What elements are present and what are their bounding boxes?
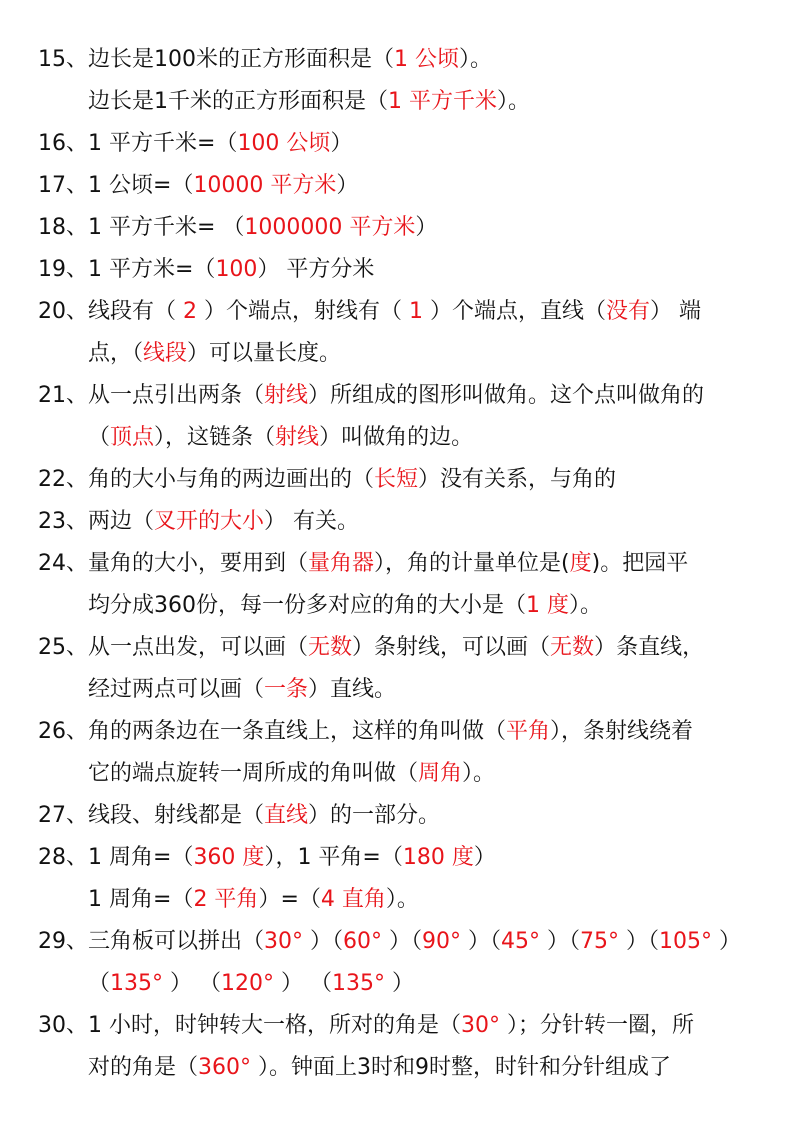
document-line	[38, 589, 768, 623]
document-line	[38, 127, 768, 161]
document-line	[38, 463, 768, 497]
item-number: 17、	[38, 173, 88, 198]
answer-text: 135°	[332, 971, 386, 996]
question-text: ），1 平角=（	[264, 845, 403, 870]
document-line	[38, 337, 768, 371]
answer-text: 120°	[221, 971, 275, 996]
question-text: 角的两条边在一条直线上，这样的角叫做（	[88, 719, 507, 744]
question-text: 1 平方千米=（	[88, 131, 238, 156]
question-text: )。把园平	[591, 551, 689, 576]
question-text: ）没有关系，与角的	[418, 467, 617, 492]
question-text: ），这链条（	[154, 425, 276, 450]
answer-text: 量角器	[308, 551, 375, 576]
question-text: （	[88, 971, 111, 996]
item-number: 18、	[38, 215, 88, 240]
answer-text: 周角	[418, 761, 463, 786]
document-line	[38, 211, 768, 245]
question-text: ）。钟面上3时和9时整，时针和分针组成了	[251, 1055, 672, 1080]
answer-text: 1	[409, 299, 423, 324]
question-text: ）条直线，	[594, 635, 705, 660]
line-text	[88, 257, 374, 282]
answer-text: 无数	[550, 635, 595, 660]
line-text	[88, 551, 688, 576]
answer-text: 1 度	[526, 593, 569, 618]
line-text	[88, 719, 693, 744]
question-text: 1 周角=（	[88, 887, 194, 912]
question-text: ）个端点，射线有（	[197, 299, 409, 324]
question-text: 边长是1千米的正方形面积是（	[88, 89, 388, 114]
answer-text: 1 平方千米	[388, 89, 497, 114]
question-text: ） 端	[650, 299, 702, 324]
item-number: 27、	[38, 803, 88, 828]
document-line	[38, 505, 768, 539]
document-line	[38, 841, 768, 875]
item-number: 15、	[38, 47, 88, 72]
question-text: ） （	[163, 971, 222, 996]
item-number: 28、	[38, 845, 88, 870]
answer-text: 90°	[422, 929, 462, 954]
question-text: ）（	[303, 929, 344, 954]
answer-text: 平角	[506, 719, 551, 744]
document-line	[38, 85, 768, 119]
item-number: 19、	[38, 257, 88, 282]
line-text	[88, 47, 492, 72]
question-text: 1 平方千米= （	[88, 215, 245, 240]
question-text: 1 周角=（	[88, 845, 194, 870]
answer-text: 180 度	[402, 845, 474, 870]
line-text	[88, 887, 419, 912]
document-line	[38, 757, 768, 791]
answer-text: 4 直角	[320, 887, 386, 912]
question-text: ）个端点，直线（	[423, 299, 606, 324]
question-text: ）所组成的图形叫做角。这个点叫做角的	[308, 383, 705, 408]
answer-text: 顶点	[110, 425, 155, 450]
question-text: 线段有（	[88, 299, 183, 324]
document-line	[38, 1051, 768, 1085]
answer-text: 100	[215, 257, 258, 282]
line-text	[88, 215, 437, 240]
question-text: ）。	[459, 47, 493, 72]
question-text: 均分成360份，每一份多对应的角的大小是（	[88, 593, 526, 618]
question-text: 经过两点可以画（	[88, 677, 265, 702]
question-text: ）（	[382, 929, 423, 954]
answer-text: 60°	[343, 929, 383, 954]
question-text: ）	[712, 929, 742, 954]
question-text: ） （	[274, 971, 333, 996]
question-text: 1 平方米=（	[88, 257, 216, 282]
question-text: 两边（	[88, 509, 155, 534]
question-text: 量角的大小，要用到（	[88, 551, 309, 576]
document-line	[38, 715, 768, 749]
item-number: 26、	[38, 719, 88, 744]
answer-text: 75°	[580, 929, 620, 954]
line-text	[88, 131, 352, 156]
question-text: ）（	[619, 929, 660, 954]
question-text: ）条射线，可以画（	[352, 635, 551, 660]
answer-text: 线段	[143, 341, 188, 366]
item-number: 16、	[38, 131, 88, 156]
document-line	[38, 169, 768, 203]
question-text: ）。	[385, 887, 419, 912]
question-text: ）	[336, 173, 359, 198]
line-text	[88, 383, 704, 408]
question-text: ）。	[497, 89, 531, 114]
document-line	[38, 379, 768, 413]
answer-text: 1 公顷	[394, 47, 459, 72]
question-text: ） 平方分米	[257, 257, 375, 282]
question-text: ）（	[540, 929, 581, 954]
line-text	[88, 1013, 694, 1038]
line-text	[88, 971, 414, 996]
line-text	[88, 89, 530, 114]
question-text: ）	[385, 971, 415, 996]
answer-text: 10000 平方米	[193, 173, 337, 198]
question-text: ）	[415, 215, 438, 240]
answer-text: 叉开的大小	[154, 509, 265, 534]
line-text	[88, 635, 704, 660]
question-text: 线段、射线都是（	[88, 803, 265, 828]
line-text	[88, 845, 496, 870]
question-text: 三角板可以拼出（	[88, 929, 265, 954]
question-text: 它的端点旋转一周所成的角叫做（	[88, 761, 419, 786]
item-number: 24、	[38, 551, 88, 576]
item-number: 29、	[38, 929, 88, 954]
answer-text: 360 度	[193, 845, 265, 870]
document-line	[38, 1009, 768, 1043]
question-text: 从一点引出两条（	[88, 383, 265, 408]
question-text: 角的大小与角的两边画出的（	[88, 467, 375, 492]
item-number: 23、	[38, 509, 88, 534]
question-text: ）的一部分。	[308, 803, 441, 828]
question-text: ）直线。	[308, 677, 397, 702]
question-text: 1 小时，时钟转大一格，所对的角是（	[88, 1013, 461, 1038]
line-text	[88, 593, 602, 618]
line-text	[88, 425, 473, 450]
document-line	[38, 799, 768, 833]
answer-text: 105°	[659, 929, 713, 954]
answer-text: 360°	[198, 1055, 252, 1080]
line-text	[88, 929, 741, 954]
answer-text: 30°	[461, 1013, 500, 1038]
answer-text: 2 平角	[193, 887, 259, 912]
document-line	[38, 967, 768, 1001]
item-number: 30、	[38, 1013, 88, 1038]
question-text: ）。	[462, 761, 496, 786]
document-line	[38, 43, 768, 77]
item-number: 21、	[38, 383, 88, 408]
answer-text: 100 公顷	[237, 131, 331, 156]
answer-text: 45°	[501, 929, 541, 954]
line-text	[88, 299, 701, 324]
answer-text: 度	[569, 551, 592, 576]
document-line	[38, 925, 768, 959]
question-text: （	[88, 425, 111, 450]
answer-text: 2	[183, 299, 197, 324]
document-line	[38, 673, 768, 707]
answer-text: 135°	[110, 971, 164, 996]
answer-text: 1000000 平方米	[244, 215, 416, 240]
answer-text: 没有	[606, 299, 651, 324]
document-line	[38, 421, 768, 455]
item-number: 25、	[38, 635, 88, 660]
question-text: 从一点出发，可以画（	[88, 635, 309, 660]
answer-text: 射线	[275, 425, 320, 450]
line-text	[88, 173, 358, 198]
question-text: ）可以量长度。	[187, 341, 342, 366]
answer-text: 射线	[264, 383, 309, 408]
line-text	[88, 761, 495, 786]
answer-text: 无数	[308, 635, 353, 660]
line-text	[88, 803, 440, 828]
question-text: ）=（	[258, 887, 321, 912]
line-text	[88, 509, 359, 534]
line-text	[88, 677, 396, 702]
question-text: ），角的计量单位是(	[374, 551, 570, 576]
question-text: 点，（	[88, 341, 144, 366]
answer-text: 直线	[264, 803, 309, 828]
question-text: ） 有关。	[264, 509, 360, 534]
item-number: 20、	[38, 299, 88, 324]
line-text	[88, 341, 341, 366]
question-text: ）。	[569, 593, 603, 618]
document-line	[38, 883, 768, 917]
item-number: 22、	[38, 467, 88, 492]
question-text: ）；分针转一圈，所	[500, 1013, 694, 1038]
question-text: 对的角是（	[88, 1055, 199, 1080]
answer-text: 一条	[264, 677, 309, 702]
answer-text: 30°	[264, 929, 304, 954]
document-line	[38, 547, 768, 581]
answer-text: 长短	[374, 467, 419, 492]
question-text: ）	[330, 131, 353, 156]
question-text: 边长是100米的正方形面积是（	[88, 47, 394, 72]
document-line	[38, 295, 768, 329]
question-text: ）	[473, 845, 496, 870]
question-text: ），条射线绕着	[550, 719, 694, 744]
document-line	[38, 631, 768, 665]
question-text: ）叫做角的边。	[319, 425, 474, 450]
document-line	[38, 253, 768, 287]
line-text	[88, 467, 616, 492]
line-text	[88, 1055, 671, 1080]
question-text: ）（	[461, 929, 502, 954]
question-text: 1 公顷=（	[88, 173, 194, 198]
